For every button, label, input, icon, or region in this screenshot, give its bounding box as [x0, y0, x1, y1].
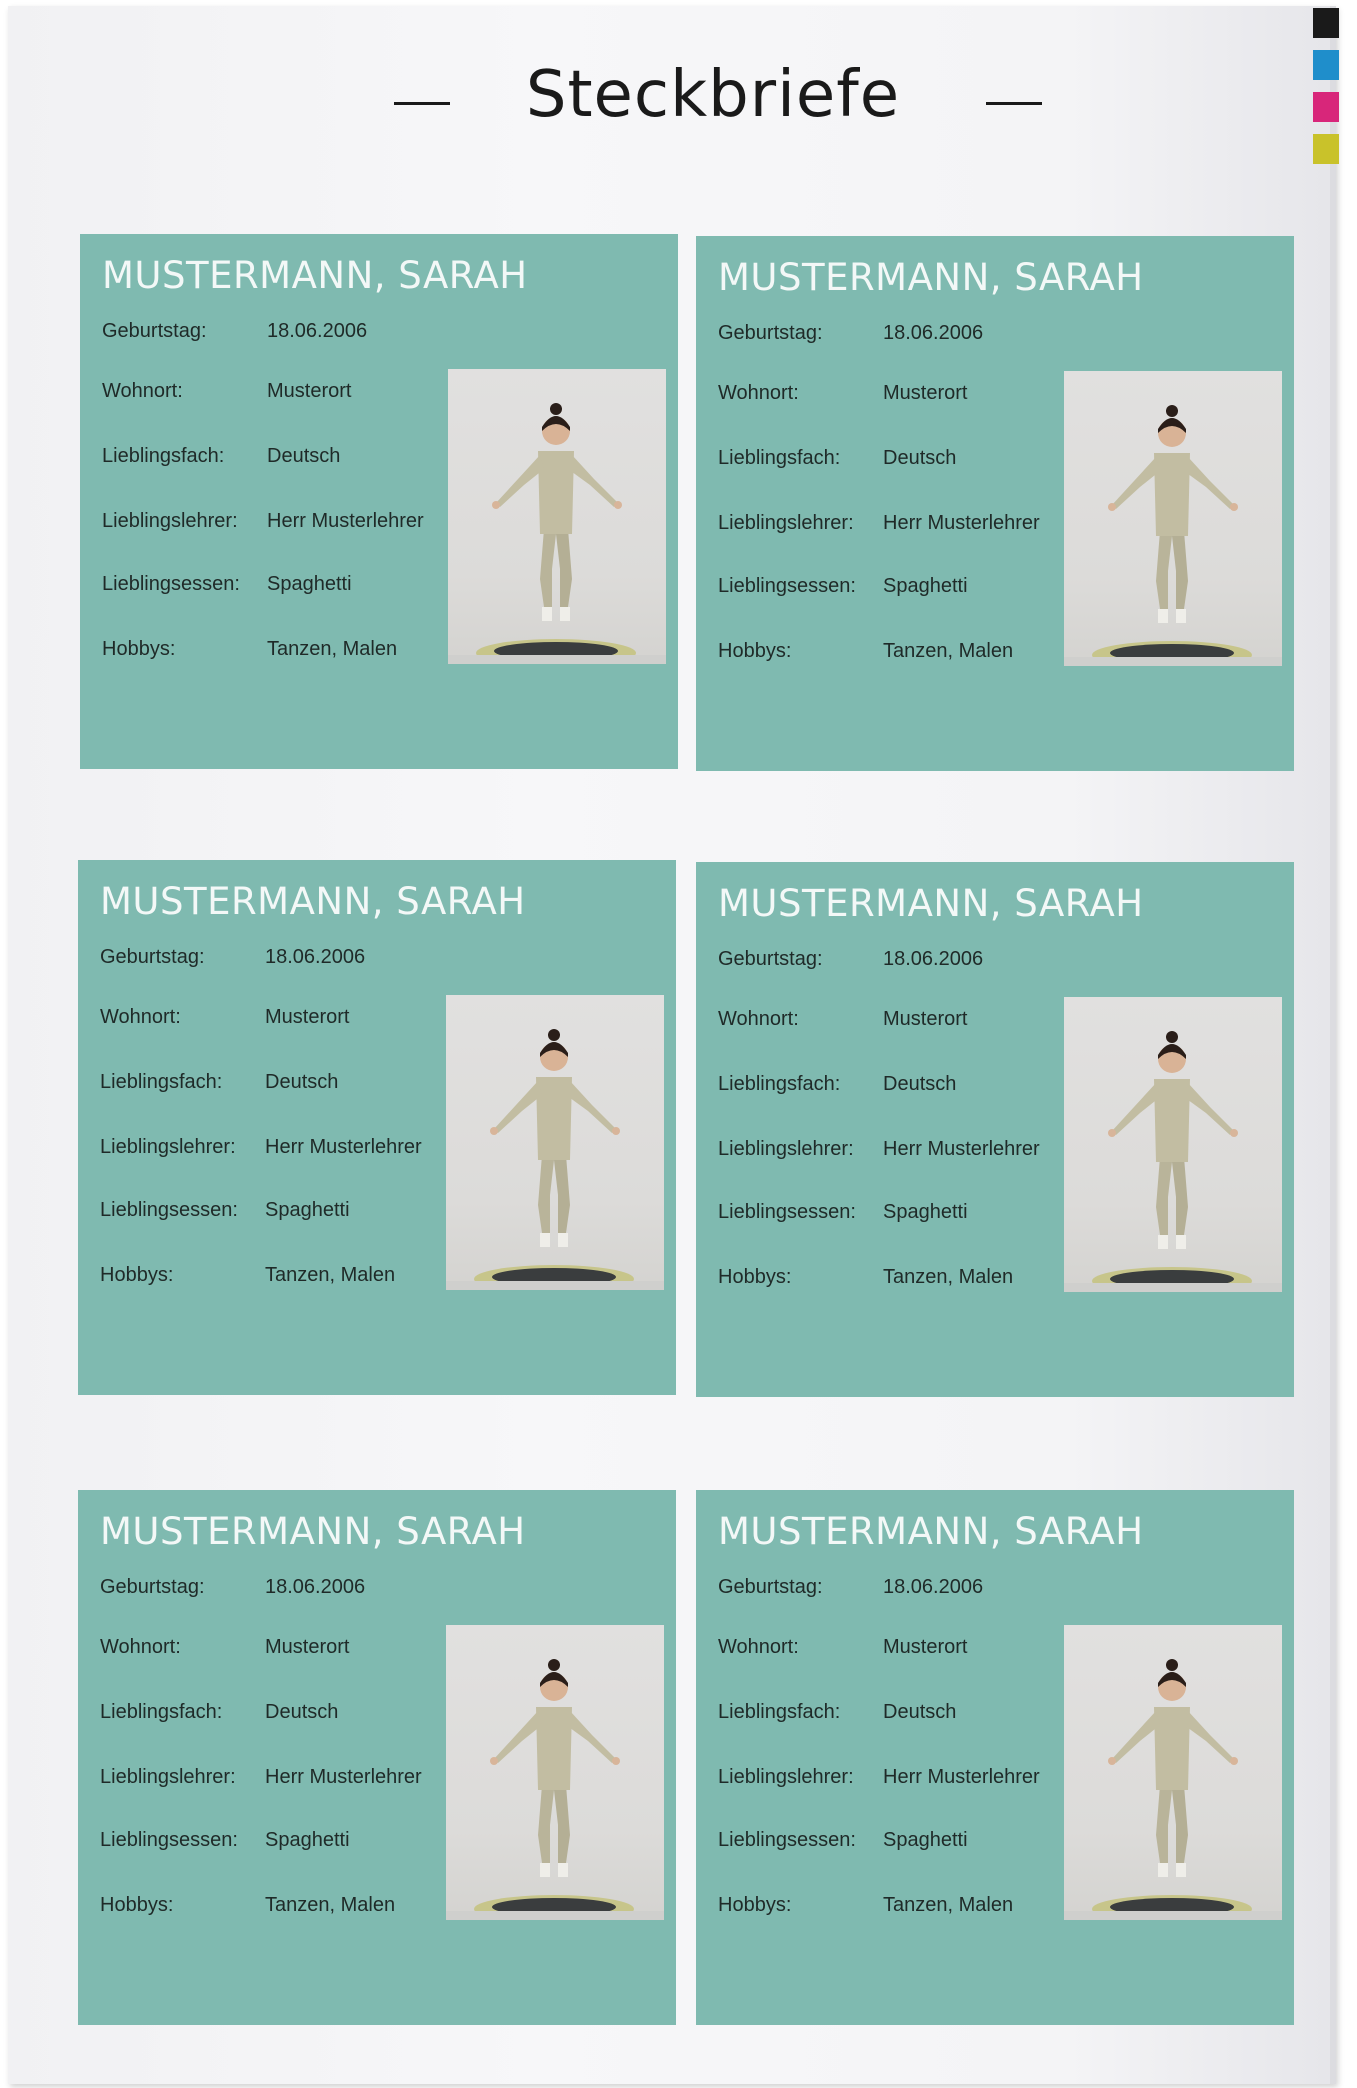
field-label: Lieblingsessen:: [100, 1199, 238, 1221]
field-value: Herr Musterlehrer: [265, 1136, 422, 1158]
field-label: Geburtstag:: [100, 1576, 205, 1598]
field-label: Hobbys:: [718, 1894, 792, 1916]
field-value: Spaghetti: [883, 1201, 968, 1223]
field-label: Hobbys:: [102, 638, 176, 660]
color-mark-black: [1313, 8, 1339, 38]
color-mark-cyan: [1313, 50, 1339, 80]
field-value: Tanzen, Malen: [267, 638, 398, 660]
field-label: Geburtstag:: [718, 1576, 823, 1598]
card-name: MUSTERMANN, SARAH: [718, 1510, 1144, 1553]
field-value: Herr Musterlehrer: [883, 1766, 1040, 1788]
profile-card-5: [78, 1490, 676, 2025]
child-on-trampoline-photo: [1064, 1625, 1282, 1920]
field-label: Geburtstag:: [100, 946, 205, 968]
card-name: MUSTERMANN, SARAH: [100, 880, 526, 923]
field-label: Hobbys:: [100, 1264, 174, 1286]
field-label: Lieblingsfach:: [100, 1701, 223, 1723]
field-value: Musterort: [267, 380, 352, 402]
field-value: Spaghetti: [883, 1829, 968, 1851]
field-label: Lieblingsessen:: [718, 1829, 856, 1851]
field-label: Geburtstag:: [102, 320, 207, 342]
field-label: Wohnort:: [100, 1636, 181, 1658]
card-name: MUSTERMANN, SARAH: [718, 882, 1144, 925]
field-value: Herr Musterlehrer: [267, 510, 424, 532]
profile-card-3: [78, 860, 676, 1395]
child-on-trampoline-photo: [1064, 997, 1282, 1292]
profile-photo: [1064, 1625, 1282, 1920]
child-on-trampoline-photo: [446, 1625, 664, 1920]
profile-photo: [448, 369, 666, 664]
field-value: 18.06.2006: [267, 320, 368, 342]
title-dash-right: [986, 102, 1042, 105]
profile-card-1: [80, 234, 678, 769]
field-value: 18.06.2006: [883, 948, 984, 970]
field-value: Musterort: [883, 382, 968, 404]
field-value: Deutsch: [265, 1071, 339, 1093]
child-on-trampoline-photo: [448, 369, 666, 664]
field-value: Musterort: [265, 1006, 350, 1028]
profile-card-6: [696, 1490, 1294, 2025]
child-on-trampoline-photo: [1064, 371, 1282, 666]
color-mark-yellow: [1313, 134, 1339, 164]
field-value: Deutsch: [265, 1701, 339, 1723]
profile-card-4: [696, 862, 1294, 1397]
field-label: Lieblingslehrer:: [102, 510, 238, 532]
field-value: Musterort: [265, 1636, 350, 1658]
field-label: Hobbys:: [718, 640, 792, 662]
field-label: Lieblingsessen:: [718, 1201, 856, 1223]
field-label: Lieblingslehrer:: [718, 512, 854, 534]
field-label: Lieblingsessen:: [100, 1829, 238, 1851]
field-value: Spaghetti: [265, 1199, 350, 1221]
profile-photo: [1064, 997, 1282, 1292]
field-value: Musterort: [883, 1008, 968, 1030]
field-label: Wohnort:: [102, 380, 183, 402]
field-value: 18.06.2006: [883, 322, 984, 344]
field-label: Lieblingsfach:: [718, 447, 841, 469]
field-value: Tanzen, Malen: [883, 640, 1014, 662]
field-value: Herr Musterlehrer: [265, 1766, 422, 1788]
field-label: Lieblingsfach:: [718, 1701, 841, 1723]
profile-card-2: [696, 236, 1294, 771]
field-label: Wohnort:: [100, 1006, 181, 1028]
field-value: Tanzen, Malen: [265, 1894, 396, 1916]
field-value: Musterort: [883, 1636, 968, 1658]
printed-page: [8, 6, 1336, 2084]
card-name: MUSTERMANN, SARAH: [102, 254, 528, 297]
profile-photo: [446, 995, 664, 1290]
field-value: Tanzen, Malen: [265, 1264, 396, 1286]
field-label: Wohnort:: [718, 382, 799, 404]
print-color-marks: [1313, 8, 1343, 176]
child-on-trampoline-photo: [446, 995, 664, 1290]
field-label: Wohnort:: [718, 1008, 799, 1030]
profile-photo: [1064, 371, 1282, 666]
field-value: Spaghetti: [883, 575, 968, 597]
field-label: Hobbys:: [718, 1266, 792, 1288]
field-value: Spaghetti: [267, 573, 352, 595]
field-value: Herr Musterlehrer: [883, 512, 1040, 534]
field-label: Lieblingsfach:: [100, 1071, 223, 1093]
field-value: Spaghetti: [265, 1829, 350, 1851]
field-value: Herr Musterlehrer: [883, 1138, 1040, 1160]
field-value: Tanzen, Malen: [883, 1266, 1014, 1288]
field-value: Tanzen, Malen: [883, 1894, 1014, 1916]
field-label: Lieblingslehrer:: [718, 1766, 854, 1788]
card-name: MUSTERMANN, SARAH: [100, 1510, 526, 1553]
color-mark-magenta: [1313, 92, 1339, 122]
field-label: Lieblingsessen:: [102, 573, 240, 595]
field-label: Lieblingsessen:: [718, 575, 856, 597]
field-value: 18.06.2006: [883, 1576, 984, 1598]
field-value: Deutsch: [883, 1701, 957, 1723]
field-value: 18.06.2006: [265, 1576, 366, 1598]
field-value: Deutsch: [883, 1073, 957, 1095]
field-label: Hobbys:: [100, 1894, 174, 1916]
title-row: [8, 58, 1330, 148]
field-value: 18.06.2006: [265, 946, 366, 968]
field-label: Lieblingslehrer:: [100, 1766, 236, 1788]
field-label: Lieblingslehrer:: [100, 1136, 236, 1158]
field-label: Geburtstag:: [718, 948, 823, 970]
page-title: Steckbriefe: [525, 58, 901, 132]
field-label: Lieblingslehrer:: [718, 1138, 854, 1160]
profile-photo: [446, 1625, 664, 1920]
field-label: Geburtstag:: [718, 322, 823, 344]
field-label: Wohnort:: [718, 1636, 799, 1658]
field-label: Lieblingsfach:: [102, 445, 225, 467]
field-label: Lieblingsfach:: [718, 1073, 841, 1095]
field-value: Deutsch: [267, 445, 341, 467]
field-value: Deutsch: [883, 447, 957, 469]
card-name: MUSTERMANN, SARAH: [718, 256, 1144, 299]
